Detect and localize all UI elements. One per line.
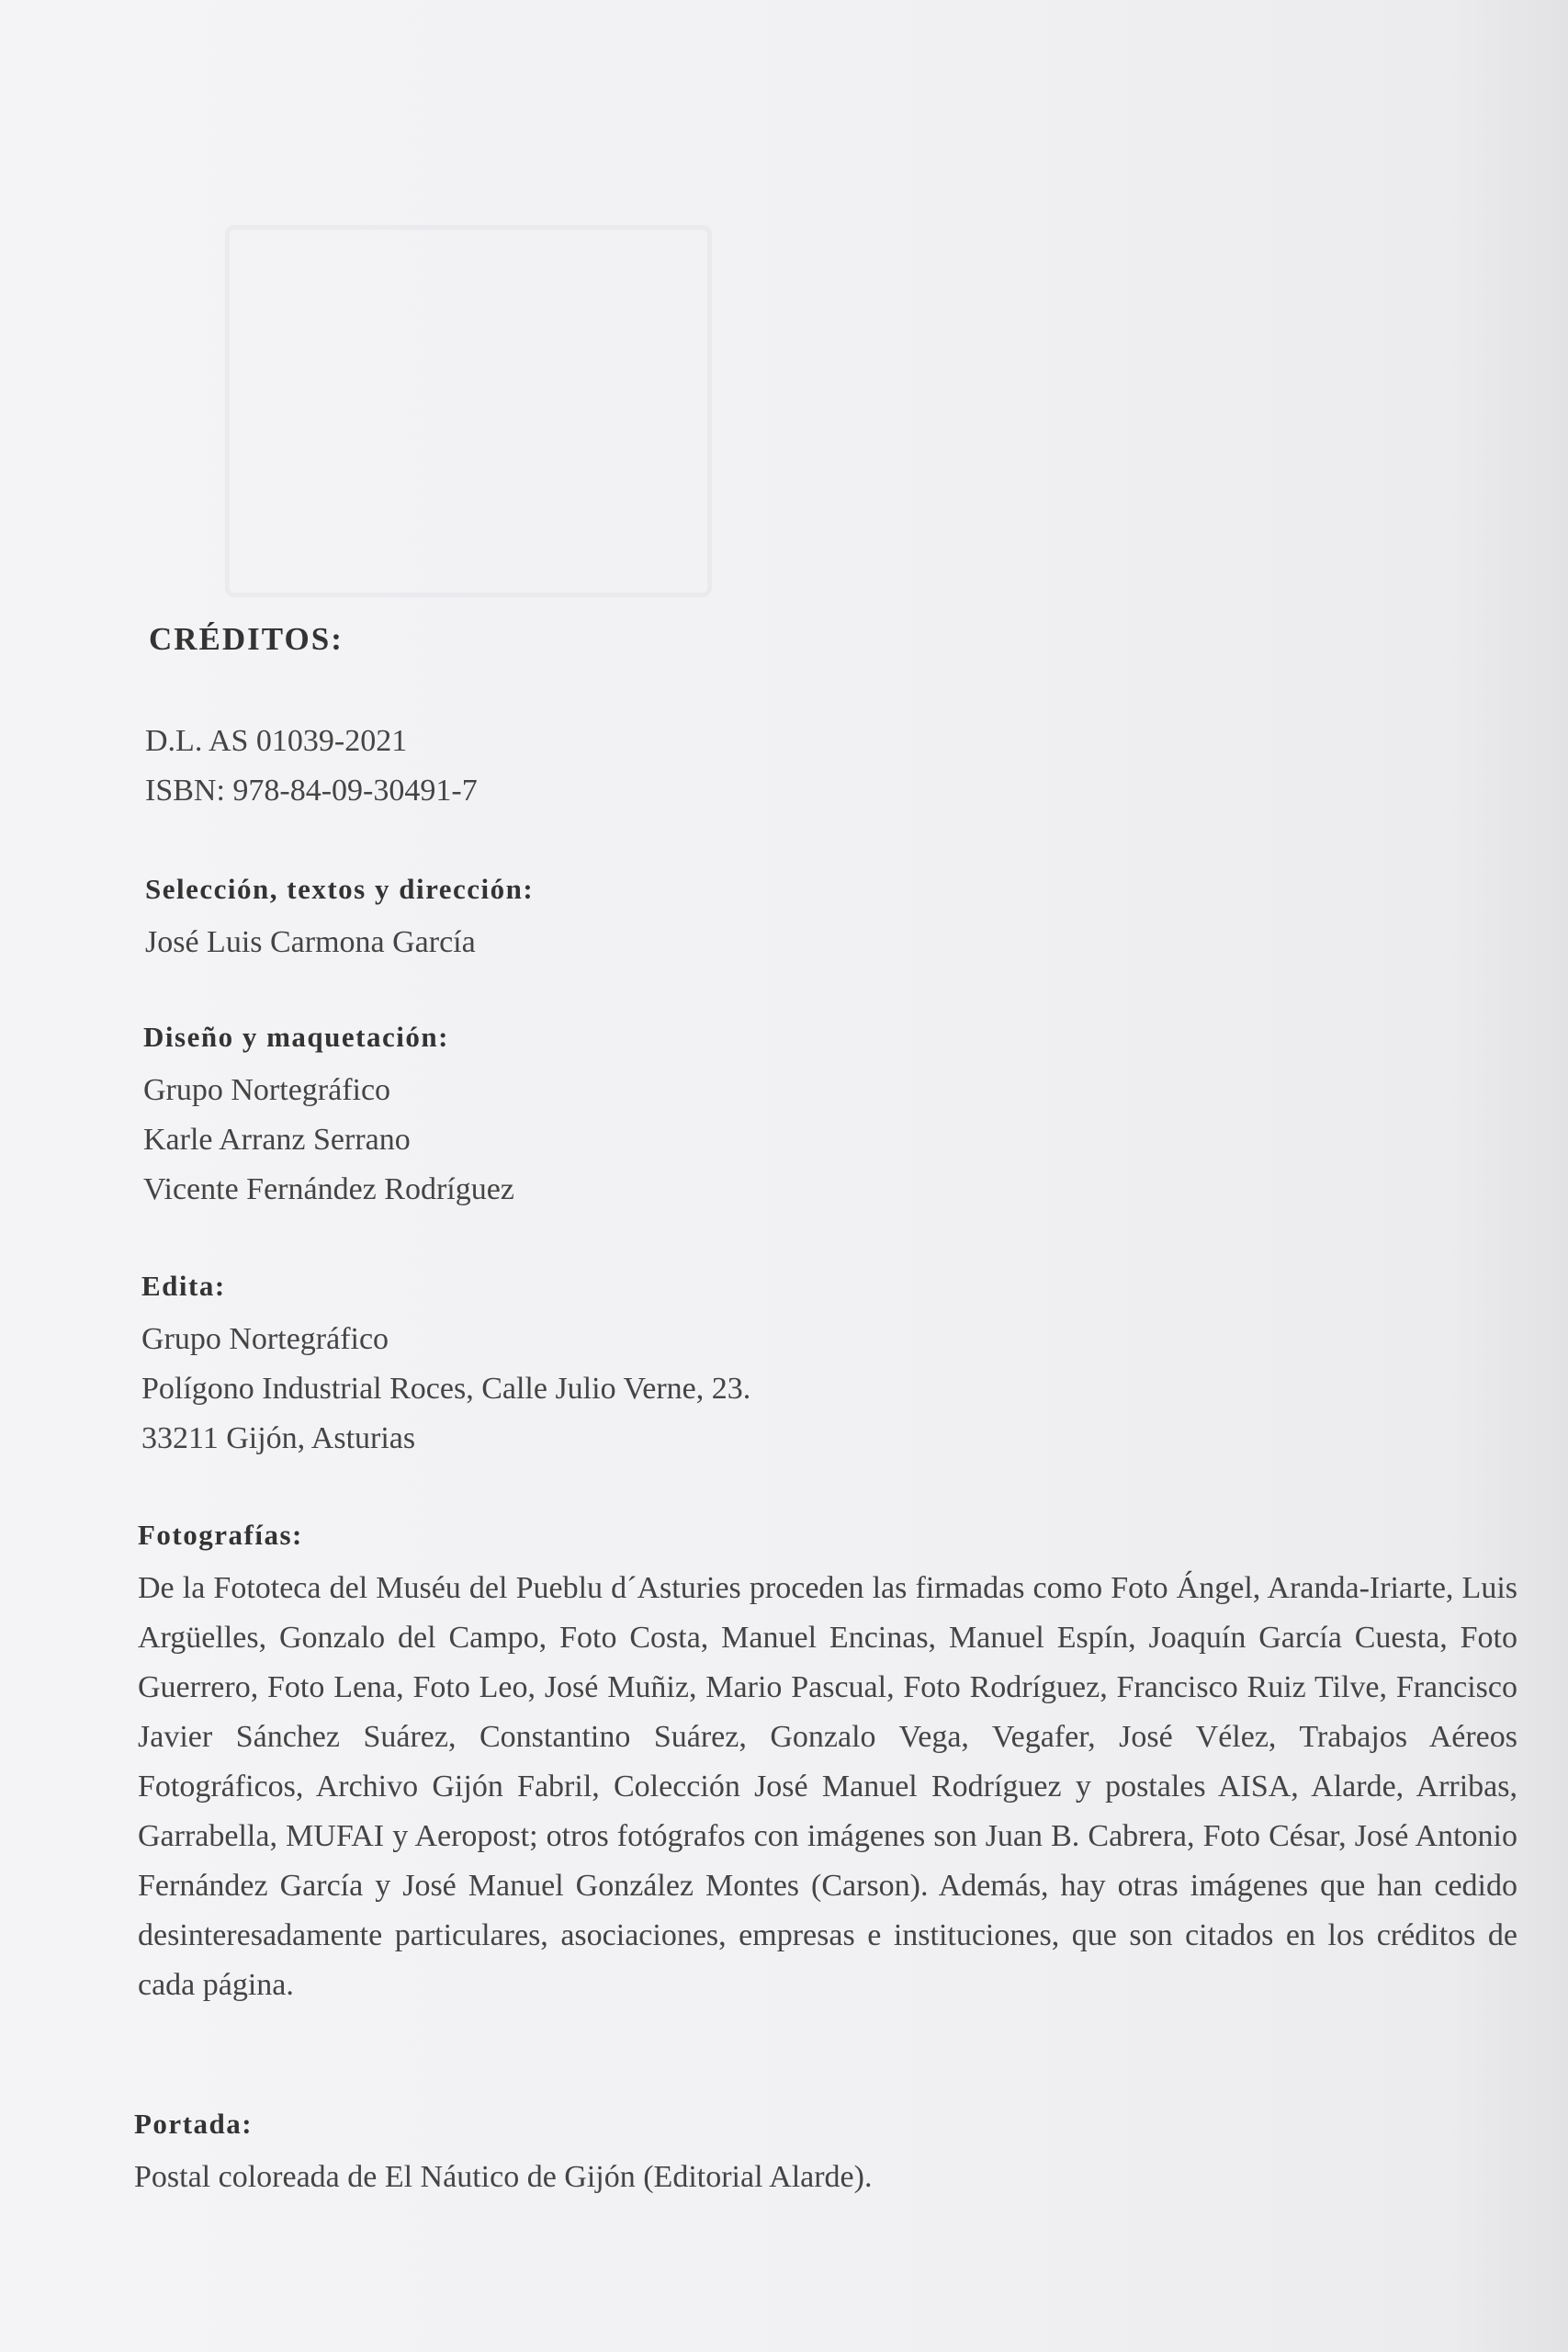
diseno-line: Karle Arranz Serrano — [143, 1123, 411, 1157]
diseno-heading: Diseño y maquetación: — [143, 1021, 449, 1053]
edita-heading: Edita: — [141, 1270, 226, 1302]
diseno-line: Grupo Nortegráfico — [143, 1073, 391, 1107]
legal-info — [145, 717, 478, 816]
fotografias-heading: Fotografías: — [138, 1519, 303, 1551]
diseno-section — [143, 1023, 514, 1215]
diseno-line: Vicente Fernández Rodríguez — [143, 1172, 514, 1206]
legal-deposit: D.L. AS 01039-2021 — [145, 724, 408, 758]
edita-section — [141, 1272, 750, 1464]
portada-section — [134, 2109, 872, 2202]
seleccion-section — [145, 875, 534, 967]
edita-line: Polígono Industrial Roces, Calle Julio Verne, 23. — [141, 1372, 751, 1406]
credits-title: CRÉDITOS: — [149, 621, 344, 657]
edita-line: 33211 Gijón, Asturias — [141, 1421, 416, 1455]
fotografias-section — [138, 1521, 1517, 2010]
seleccion-author: José Luis Carmona García — [145, 925, 476, 959]
fotografias-text: De la Fototeca del Muséu del Pueblu d´Asturies proceden las firmadas como Foto Ángel, Aranda-Iriarte, Luis Argüelles, Gonzalo del Campo, Foto Costa, Manuel Encinas, Manuel Espín, Joaquín García Cuesta, Foto Guerrero, Foto Lena, Foto Leo, José Muñiz, Mario Pascual, Foto Rodríguez, Francisco Ruiz Tilve, Francisco Javier Sánchez Suárez, Constantino Suárez, Gonzalo Vega, Vegafer, José Vélez, Trabajos Aéreos Fotográficos, Archivo Gijón Fabril, Colección José Manuel Rodríguez y postales AISA, Alarde, Arribas, Garrabella, MUFAI y Aeropost; otros fotógrafos con imágenes son Juan B. Cabrera, Foto César, José Antonio Fernández García y José Manuel González Montes (Carson). Además, hay otras imágenes que han cedido desinteresadamente particulares, asociaciones, empresas e instituciones, que son citados en los créditos de cada página. — [138, 1571, 1517, 2002]
edita-line: Grupo Nortegráfico — [141, 1322, 389, 1356]
portada-caption: Postal coloreada de El Náutico de Gijón (Editorial Alarde). — [134, 2160, 873, 2194]
portada-heading: Portada: — [134, 2108, 254, 2140]
credits-title-block — [149, 623, 344, 655]
isbn: ISBN: 978-84-09-30491-7 — [145, 774, 478, 808]
seleccion-heading: Selección, textos y dirección: — [145, 873, 535, 905]
